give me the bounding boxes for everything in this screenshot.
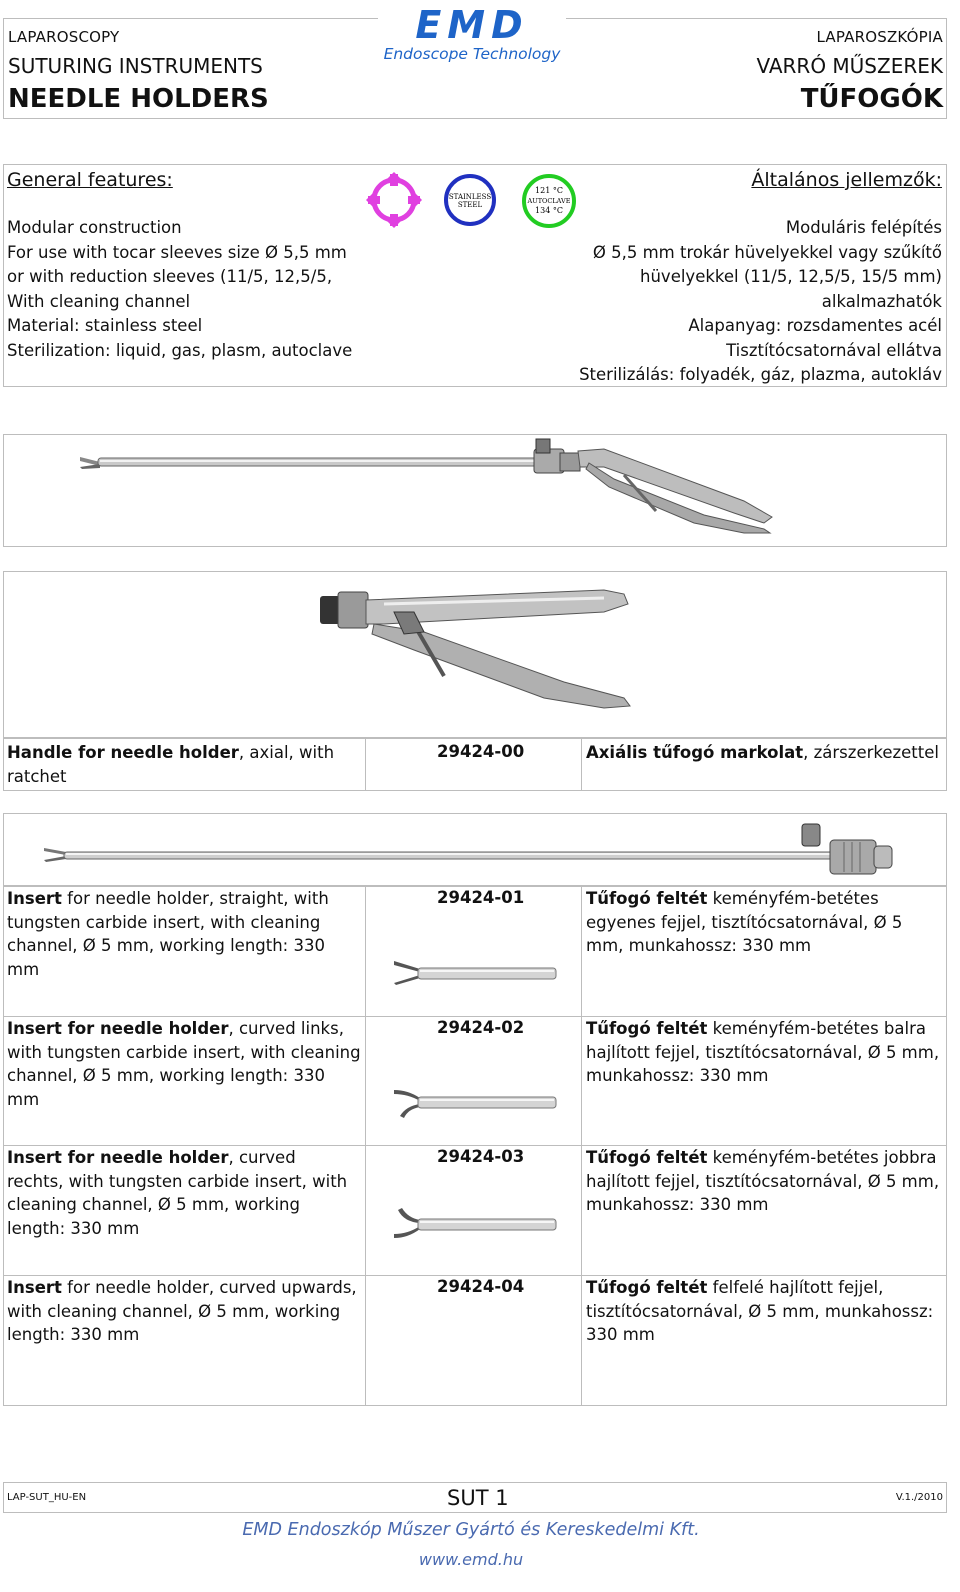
feature-hu: Alapanyag: rozsdamentes acél xyxy=(688,316,942,335)
product-detail-en: for needle holder, curved upwards, with cleaning channel, Ø 5 mm, working length: 330 mm xyxy=(7,1278,357,1344)
product-desc-hu xyxy=(586,887,926,958)
product-desc-hu xyxy=(586,1276,942,1347)
company-logo xyxy=(380,3,564,68)
product-name-en: Handle for needle holder xyxy=(7,743,239,762)
product-detail-hu: felfelé hajlított fejjel, tisztítócsatornával, Ø 5 mm, munkahossz: 330 mm xyxy=(586,1278,934,1344)
features-title-en: General features: xyxy=(7,169,173,191)
product-desc-hu xyxy=(586,1017,942,1088)
product-name-hu: Tűfogó feltét xyxy=(586,1278,708,1297)
product-name-en: Insert for needle holder xyxy=(7,1019,229,1038)
feature-hu: Ø 5,5 mm trokár hüvelyekkel vagy szűkítő xyxy=(592,242,942,262)
product-name-hu: Tűfogó feltét xyxy=(586,1019,708,1038)
needle-holder-complete-image xyxy=(4,435,946,546)
insert-photo xyxy=(3,813,947,886)
insert-tip-curved-left-image xyxy=(390,1084,560,1120)
product-code: 29424-02 xyxy=(437,1018,525,1037)
feature-hu: Tisztítócsatornával ellátva xyxy=(726,340,942,360)
autoclave-badge xyxy=(520,172,578,230)
insert-tip-straight-image xyxy=(390,955,560,989)
modular-icon xyxy=(366,172,422,228)
badge-steel-line1: STAINLESS xyxy=(448,193,492,201)
logo-wordmark: EMD xyxy=(415,3,529,47)
handle-photo xyxy=(3,571,947,738)
footer-version: V.1./2010 xyxy=(895,1492,943,1503)
feature-hu: hüvelyekkel (11/5, 12,5/5, 15/5 mm) xyxy=(640,267,942,286)
product-desc-en xyxy=(7,1276,362,1347)
product-detail-hu: keményfém-betétes balra hajlított fejjel, tisztítócsatornával, Ø 5 mm, munkahossz: 330 mm xyxy=(586,1019,940,1085)
feature-en: For use with tocar sleeves size Ø 5,5 mm xyxy=(7,242,347,262)
page-title-en: NEEDLE HOLDERS xyxy=(8,84,269,114)
product-detail-en: for needle holder, straight, with tungsten carbide insert, with cleaning channel, Ø 5 mm, working length: 330 mm xyxy=(7,889,329,979)
product-detail-hu: , zárszerkezettel xyxy=(803,743,939,762)
product-detail-en: , curved rechts, with tungsten carbide insert, with cleaning channel, Ø 5 mm, working length: 330 mm xyxy=(7,1148,348,1238)
product-name-en: Insert for needle holder xyxy=(7,1148,229,1167)
footer-website-link[interactable]: www.emd.hu xyxy=(418,1550,524,1569)
feature-en: Modular construction xyxy=(7,218,182,237)
insert-tip-curved-right-image xyxy=(390,1206,560,1242)
feature-en: or with reduction sleeves (11/5, 12,5/5, xyxy=(7,267,333,286)
product-desc-en xyxy=(7,1146,352,1240)
product-desc-hu xyxy=(586,1146,942,1217)
needle-holder-handle-image xyxy=(4,572,946,737)
badge-autoclave-temp1: 121 °C xyxy=(535,186,563,195)
footer-page-number: SUT 1 xyxy=(447,1486,509,1510)
feature-hu: Moduláris felépítés xyxy=(785,218,942,237)
feature-en: Material: stainless steel xyxy=(7,316,203,335)
features-list-hu xyxy=(579,216,942,388)
header-subcategory-en: SUTURING INSTRUMENTS xyxy=(8,54,263,78)
page-title-hu: TŰFOGÓK xyxy=(800,84,943,114)
product-desc-hu xyxy=(586,741,942,765)
product-name-hu: Tűfogó feltét xyxy=(586,1148,708,1167)
feature-en: With cleaning channel xyxy=(7,291,191,311)
badge-autoclave-temp2: 134 °C xyxy=(535,206,563,215)
product-detail-en: , curved links, with tungsten carbide insert, with cleaning channel, Ø 5 mm, working length: 330 mm xyxy=(7,1019,361,1109)
features-list-en xyxy=(7,216,352,363)
instrument-photo-complete xyxy=(3,434,947,547)
product-desc-en xyxy=(7,887,352,981)
feature-hu: alkalmazhatók xyxy=(821,291,942,311)
product-desc-en xyxy=(7,741,357,788)
footer-doc-code: LAP-SUT_HU-EN xyxy=(7,1492,87,1503)
product-code: 29424-04 xyxy=(437,1277,525,1296)
header-subcategory-hu: VARRÓ MŰSZEREK xyxy=(756,54,943,78)
product-name-en: Insert xyxy=(7,1278,62,1297)
header-category-en: LAPAROSCOPY xyxy=(8,28,120,46)
badge-steel-line2: STEEL xyxy=(457,201,483,209)
product-name-en: Insert xyxy=(7,889,62,908)
header-category-hu: LAPAROSZKÓPIA xyxy=(816,28,943,46)
product-detail-hu: keményfém-betétes jobbra hajlított fejjel, tisztítócsatornával, Ø 5 mm, munkahossz: 330 mm xyxy=(586,1148,940,1214)
product-code: 29424-01 xyxy=(437,888,525,907)
product-code: 29424-00 xyxy=(437,742,525,761)
feature-hu: Sterilizálás: folyadék, gáz, plazma, autokláv xyxy=(579,365,942,384)
badge-autoclave-label: AUTOCLAVE xyxy=(527,197,571,205)
product-detail-en: , axial, with ratchet xyxy=(7,743,335,786)
product-code: 29424-03 xyxy=(437,1147,525,1166)
product-name-hu: Axiális tűfogó markolat xyxy=(586,743,804,762)
footer-company: EMD Endoszkóp Műszer Gyártó és Kereskedelmi Kft. xyxy=(242,1520,700,1540)
product-name-hu: Tűfogó feltét xyxy=(586,889,708,908)
product-detail-hu: keményfém-betétes egyenes fejjel, tisztítócsatornával, Ø 5 mm, munkahossz: 330 mm xyxy=(586,889,903,955)
product-desc-en xyxy=(7,1017,362,1111)
insert-straight-full-image xyxy=(4,814,946,885)
features-title-hu: Általános jellemzők: xyxy=(751,169,942,191)
logo-tagline: Endoscope Technology xyxy=(383,45,561,63)
feature-en: Sterilization: liquid, gas, plasm, autoclave xyxy=(7,340,353,360)
stainless-steel-badge xyxy=(442,172,498,228)
